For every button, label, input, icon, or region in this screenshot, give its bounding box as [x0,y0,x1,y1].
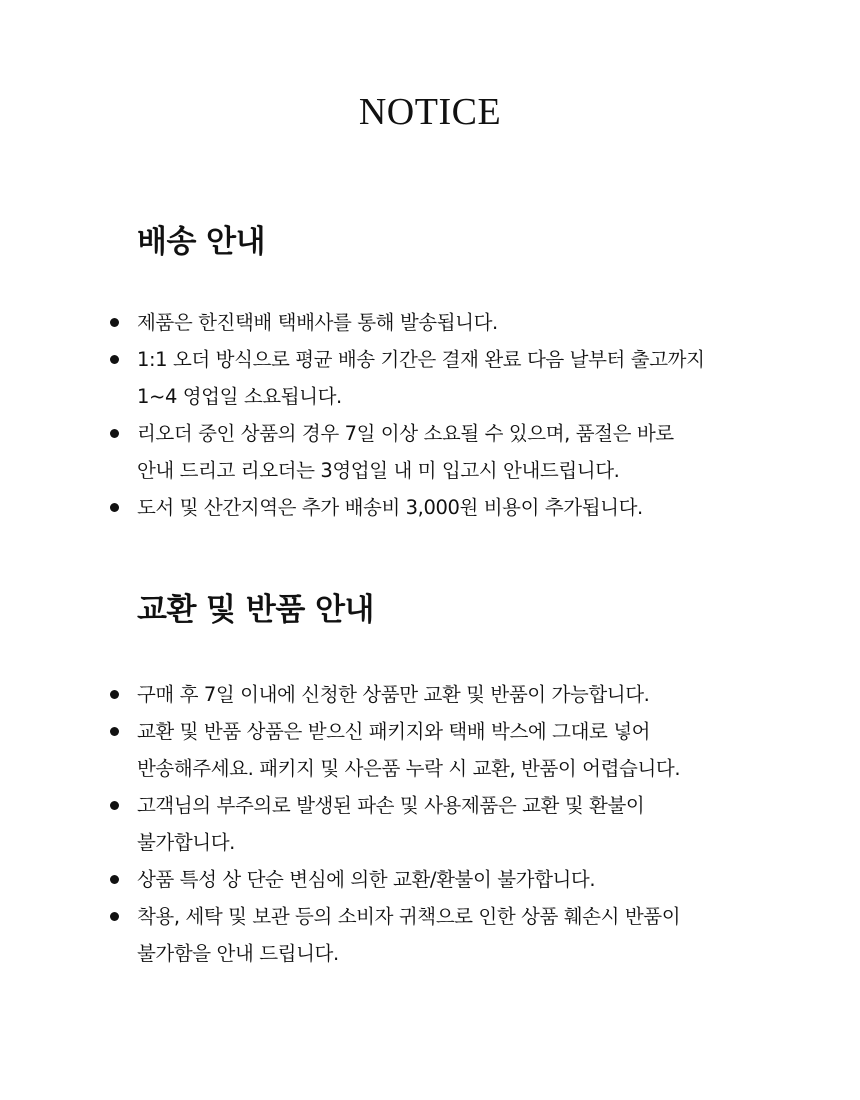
item-text: 1:1 오더 방식으로 평균 배송 기간은 결재 완료 다음 날부터 출고까지 [137,348,705,371]
returns-item [0,898,837,972]
returns-item [0,713,837,787]
returns-item [0,861,837,898]
returns-section [0,588,860,965]
bullet-dot-icon [110,727,119,736]
item-text-continued: 안내 드리고 리오더는 3영업일 내 미 입고시 안내드립니다. [137,459,620,482]
bullet-dot-icon [110,429,119,438]
item-text-continued: 1~4 영업일 소요됩니다. [137,385,342,408]
bullet-dot-icon [110,801,119,810]
shipping-item [0,415,837,489]
item-text: 제품은 한진택배 택배사를 통해 발송됩니다. [137,311,498,334]
shipping-item [0,304,837,341]
bullet-dot-icon [110,318,119,327]
item-text: 구매 후 7일 이내에 신청한 상품만 교환 및 반품이 가능합니다. [137,683,650,706]
returns-list [0,676,860,972]
item-text-continued: 불가합니다. [137,831,235,854]
item-text: 리오더 중인 상품의 경우 7일 이상 소요될 수 있으며, 품절은 바로 [137,422,674,445]
page-title: NOTICE [358,91,502,133]
bullet-dot-icon [110,875,119,884]
returns-item [0,676,837,713]
returns-item [0,787,837,861]
returns-heading: 교환 및 반품 안내 [137,592,374,628]
item-text: 교환 및 반품 상품은 받으신 패키지와 택배 박스에 그대로 넣어 [137,720,651,743]
bullet-dot-icon [110,912,119,921]
shipping-section [0,220,860,519]
bullet-dot-icon [110,355,119,364]
item-text-continued: 불가함을 안내 드립니다. [137,942,339,965]
item-text: 상품 특성 상 단순 변심에 의한 교환/환불이 불가합니다. [137,868,596,891]
item-text-continued: 반송해주세요. 패키지 및 사은품 누락 시 교환, 반품이 어렵습니다. [137,757,681,780]
item-text: 고객님의 부주의로 발생된 파손 및 사용제품은 교환 및 환불이 [137,794,645,817]
shipping-item [0,341,837,415]
bullet-dot-icon [110,503,119,512]
shipping-list [0,304,860,526]
shipping-item [0,489,837,526]
bullet-dot-icon [110,690,119,699]
item-text: 착용, 세탁 및 보관 등의 소비자 귀책으로 인한 상품 훼손시 반품이 [137,905,681,928]
shipping-heading: 배송 안내 [137,224,266,260]
item-text: 도서 및 산간지역은 추가 배송비 3,000원 비용이 추가됩니다. [137,496,643,519]
